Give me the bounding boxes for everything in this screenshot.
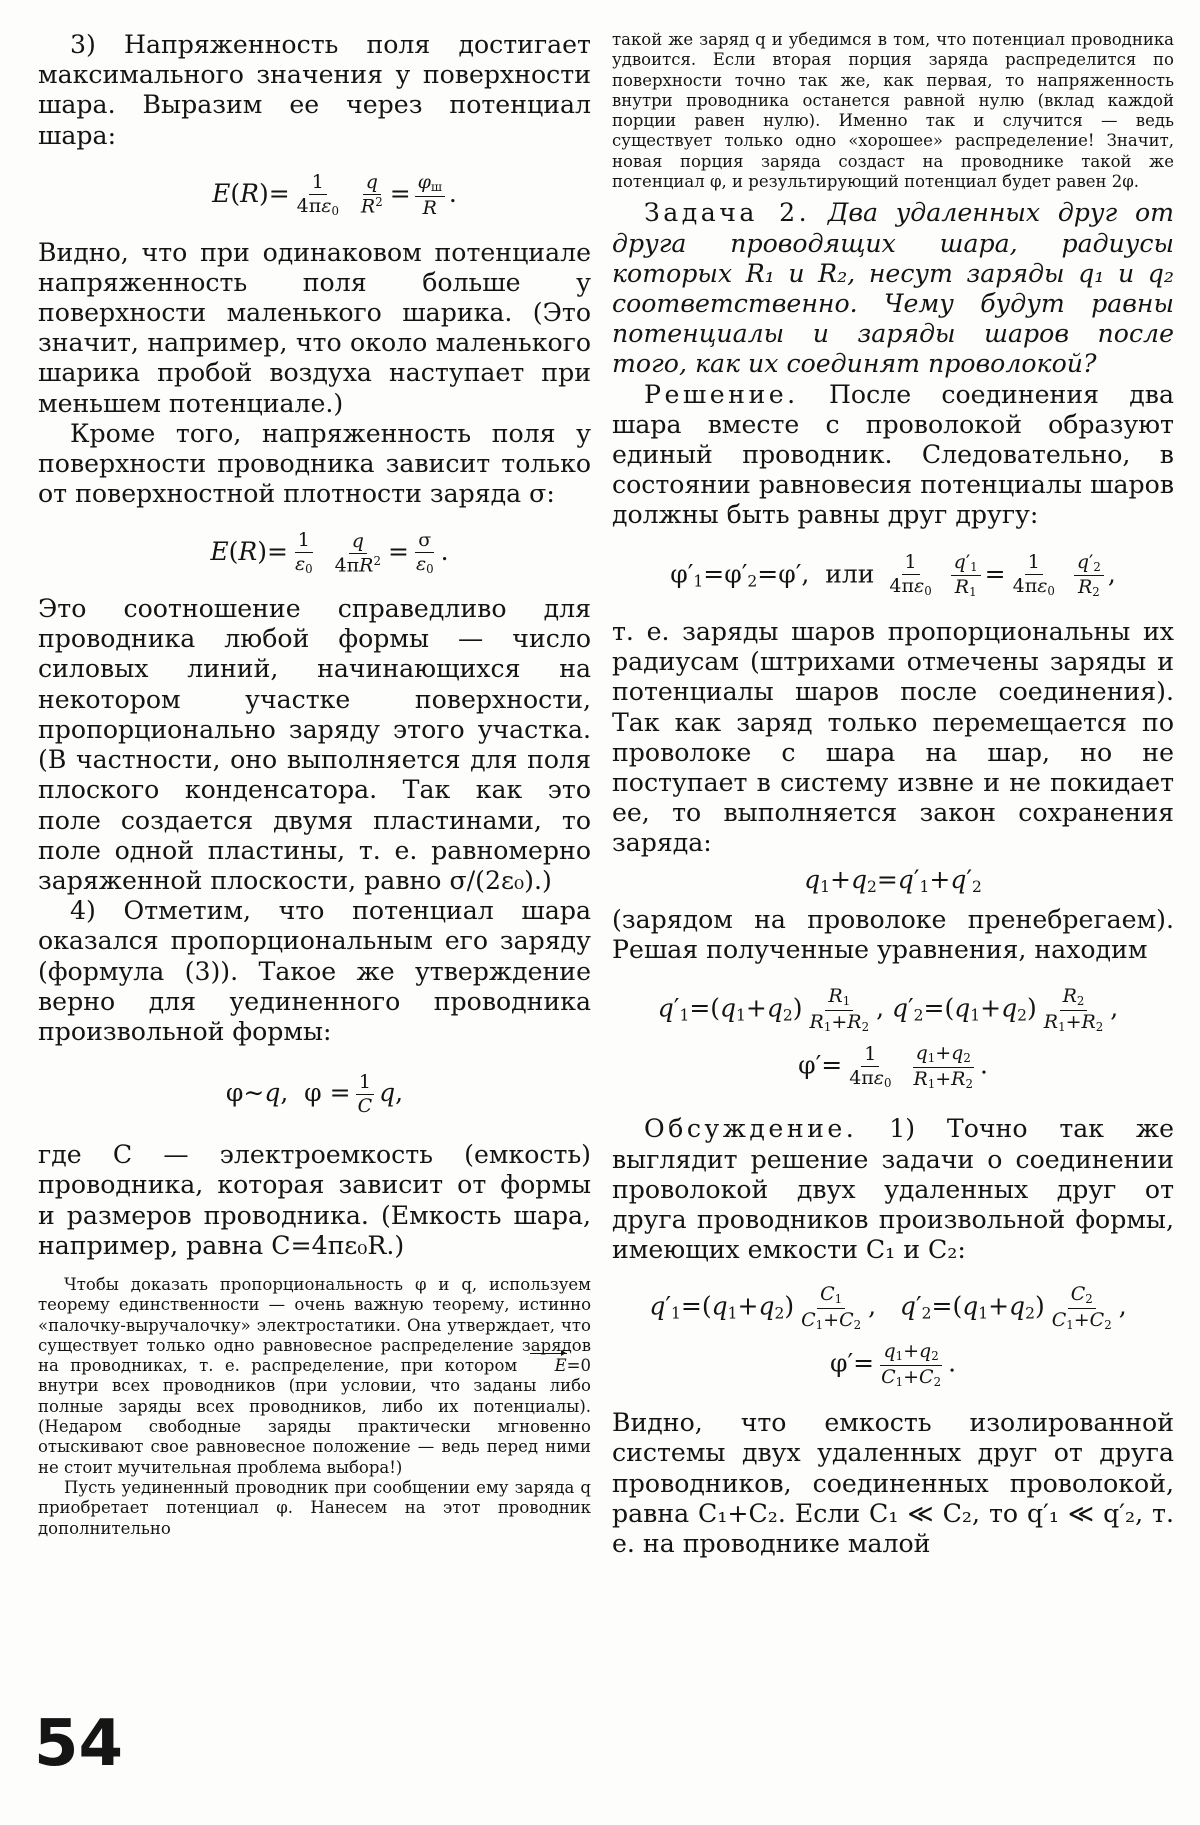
- paragraph-surface-density: Кроме того, напряженность поля у поверхности проводника зависит только от поверхностной плотности заряда σ:: [38, 418, 591, 509]
- task-2: [612, 198, 1174, 379]
- task-label: Задача 2.: [644, 198, 811, 228]
- right-column: [612, 30, 1174, 1559]
- formula-charge-conservation: $q_1+q_2=q'_1+q'_2$: [804, 864, 982, 896]
- solution: [612, 380, 1174, 531]
- formula-potential-capacitance: φ′= $\frac{q_1+q_2}{C_1+C_2}$ .: [829, 1339, 957, 1389]
- paragraph-charge-conservation: т. е. заряды шаров пропорциональны их радиусам (штрихами отмечены заряды и потенциалы шаров после соединения). Так как заряд только перемещается по проволоке с шара на шар, но не поступает в систему извне и не покидает ее, то выполняется закон сохранения заряда:: [612, 617, 1174, 858]
- discussion-label: Обсуждение.: [644, 1114, 858, 1144]
- paragraph-small-sphere: Видно, что при одинаковом потенциале напряженность поля больше у поверхности маленького шарика. (Это значит, например, что около маленького шарика пробой воздуха наступает при меньшем потенциале.): [38, 237, 591, 418]
- paragraph-proportional: 4) Отметим, что потенциал шара оказался пропорциональным его заряду (формула (3)). Такое же утверждение верно для уединенного проводника произвольной формы:: [38, 896, 591, 1046]
- paragraph-any-shape: Это соотношение справедливо для проводника любой формы — число силовых линий, начинающихся на некотором участке поверхности, пропорционально заряду этого участка. (В частности, оно выполняется для поля плоского конденсатора. Так как это поле создается двумя пластинами, то поле одной пластины, т. е. равномерно заряженной плоскости, равно σ/(2ε₀).): [38, 594, 591, 895]
- small-paragraph-uniqueness: Чтобы доказать пропорциональность φ и q, используем теорему единственности — очень важную теорему, истинно «палочку-выручалочку» электростатики. Она утверждает, что существует только одно равновесное распределение зарядов на проводниках, т. е. распределение, при котором E=0 внутри всех проводников (при условии, что заданы либо полные заряды всех проводников, либо их потенциалы). (Недаром свободные заряды практически мгновенно отыскивают свое равновесное положение — ведь перед ними не стоит мучительная проблема выбора!): [38, 1274, 591, 1477]
- solution-label: Решение.: [644, 379, 799, 409]
- discussion: [612, 1114, 1174, 1265]
- formula-charges-after: $q'_1=(q_1+q_2)$ $\frac{R_1}{R_1+R_2}$ , $q'_2=(q_1+q_2)$ $\frac{R_2}{R_1+R_2}$ ,: [657, 985, 1119, 1035]
- small-paragraph-isolated-conductor: Пусть уединенный проводник при сообщении ему заряда q приобретает потенциал φ. Нанесем на этот проводник дополнительно: [38, 1477, 591, 1538]
- page-number: 54: [34, 1707, 124, 1781]
- left-column: [38, 30, 591, 1539]
- paragraph-field-max: 3) Напряженность поля достигает максимального значения у поверхности шара. Выразим ее через потенциал шара:: [38, 30, 591, 150]
- formula-equal-potentials: $\varphi'_1=\varphi'_2=\varphi'$, или $\frac{1}{4\pi\varepsilon_0}$ $\frac{q'_1}{R_1}$ = $\frac{1}{4\pi\varepsilon_0}$ $\frac{q'_2}{R_2}$ ,: [670, 550, 1116, 600]
- formula-phi-proportional: φ∼q, φ = $\frac{1}{C}$ q,: [225, 1071, 404, 1118]
- paragraph-solving: (зарядом на проволоке пренебрегаем). Решая полученные уравнения, находим: [612, 905, 1174, 965]
- formula-field-at-surface: E(R)= $\frac{1}{4\pi\varepsilon_0}$ $\frac{q}{R^2}$ = $\varphi_ш$ R .: [212, 170, 457, 219]
- paragraph-system-capacitance: Видно, что емкость изолированной системы двух удаленных друг от друга проводников, соединенных проволокой, равна C₁+C₂. Если C₁ ≪ C₂, то q′₁ ≪ q′₂, т. е. на проводнике малой: [612, 1408, 1174, 1559]
- formula-charges-capacitance: $q'_1=(q_1+q_2)$ $\frac{C_1}{C_1+C_2}$ , $q'_2=(q_1+q_2)$ $\frac{C_2}{C_1+C_2}$ ,: [649, 1283, 1127, 1332]
- task-text: Два удаленных друг от друга проводящих шара, радиусы которых R₁ и R₂, несут заряды q₁ и q₂ соответственно. Чему будут равны потенциалы и заряды шаров после того, как их соединят проволокой?: [612, 198, 1174, 379]
- vector-E-symbol: E: [529, 1356, 567, 1376]
- discussion-text: 1) Точно так же выглядит решение задачи о соединении проволокой двух удаленных друг от друга проводников произвольной формы, имеющих емкости C₁ и C₂:: [612, 1114, 1174, 1265]
- formula-potential-after: φ′= $\frac{1}{4\pi\varepsilon_0}$ $\frac{q_1+q_2}{R_1+R_2}$ .: [798, 1041, 988, 1091]
- small-paragraph-doubling: такой же заряд q и убедимся в том, что потенциал проводника удвоится. Если вторая порция заряда распределится по поверхности точно так же, как первая, то напряженность внутри проводника останется равной нулю (вклад каждой порции равен нулю). Именно так и случится — ведь существует только одно «хорошее» распределение! Значит, новая порция заряда создаст на проводнике такой же потенциал φ, и результирующий потенциал будет равен 2φ.: [612, 30, 1174, 192]
- paragraph-capacitance: где C — электроемкость (емкость) проводника, которая зависит от формы и размеров проводника. (Емкость шара, например, равна C=4πε₀R.): [38, 1140, 591, 1260]
- solution-text: После соединения два шара вместе с проволокой образуют единый проводник. Следовательно, в состоянии равновесия потенциалы шаров должны быть равны друг другу:: [612, 379, 1174, 530]
- formula-field-sigma: E(R)= $\frac{1}{\varepsilon_0}$ $\frac{q}{4\pi R^2}$ = $\frac{\sigma}{\varepsilon_0}$ .: [210, 529, 449, 577]
